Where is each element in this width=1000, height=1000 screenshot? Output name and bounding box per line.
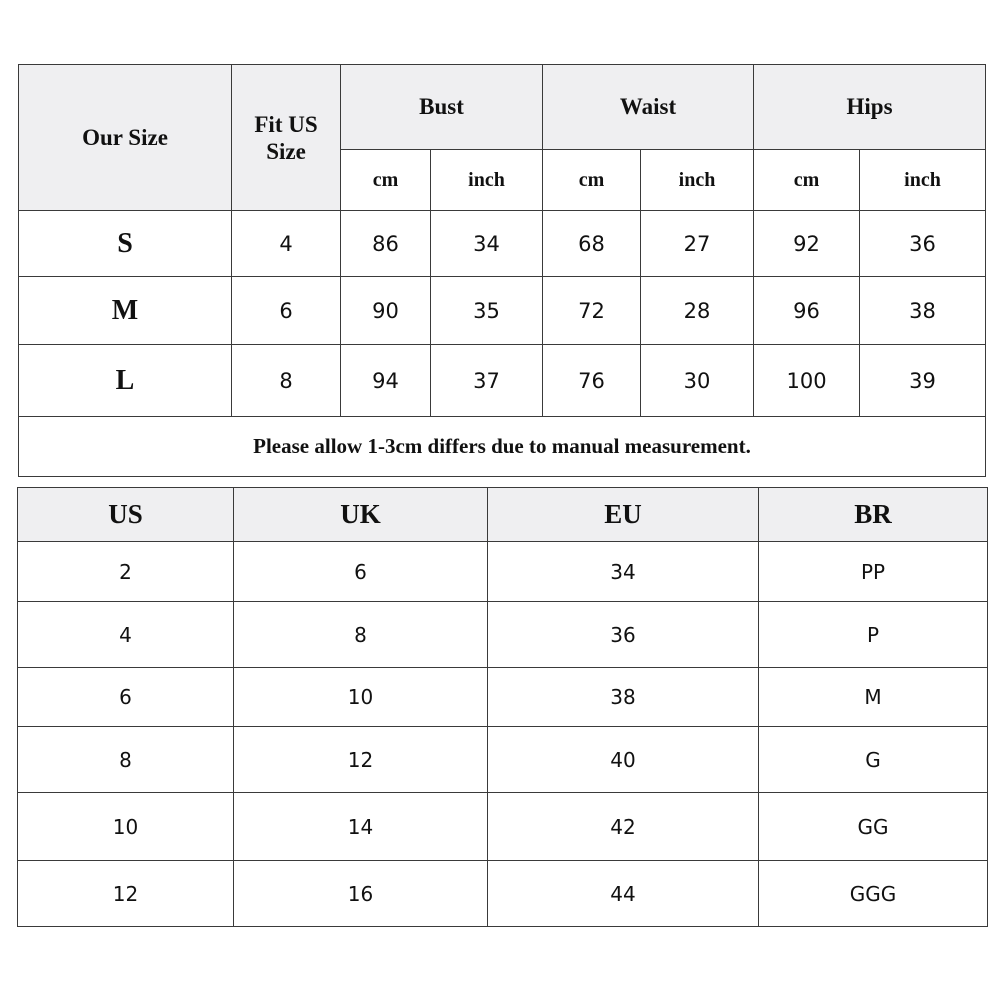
bust-cm-value: 94 <box>341 345 431 417</box>
bust-inch-value: 37 <box>431 345 543 417</box>
br-value: GG <box>759 793 988 861</box>
hips-cm-value: 96 <box>754 277 860 345</box>
bust-inch-value: 34 <box>431 211 543 277</box>
fit-us-value: 8 <box>232 345 341 417</box>
eu-value: 38 <box>488 668 759 727</box>
hips-inch-value: 39 <box>860 345 986 417</box>
size-row-s <box>19 211 986 277</box>
header-hips-inch: inch <box>860 150 986 211</box>
uk-value: 16 <box>234 861 488 927</box>
waist-inch-value: 28 <box>641 277 754 345</box>
conversion-row <box>18 861 988 927</box>
fit-us-value: 4 <box>232 211 341 277</box>
br-value: G <box>759 727 988 793</box>
measurement-note: Please allow 1-3cm differs due to manual measurement. <box>19 417 986 477</box>
us-value: 2 <box>18 542 234 602</box>
size-label: S <box>19 211 232 277</box>
header-waist-cm: cm <box>543 150 641 211</box>
us-value: 10 <box>18 793 234 861</box>
header-bust-cm: cm <box>341 150 431 211</box>
header-waist-inch: inch <box>641 150 754 211</box>
size-row-l <box>19 345 986 417</box>
waist-cm-value: 76 <box>543 345 641 417</box>
header-hips: Hips <box>754 65 986 150</box>
us-value: 4 <box>18 602 234 668</box>
size-chart-table <box>18 64 986 477</box>
header-our-size: Our Size <box>19 65 232 211</box>
uk-value: 10 <box>234 668 488 727</box>
hips-cm-value: 92 <box>754 211 860 277</box>
eu-value: 36 <box>488 602 759 668</box>
uk-value: 12 <box>234 727 488 793</box>
eu-value: 40 <box>488 727 759 793</box>
size-chart-note-row <box>19 417 986 477</box>
waist-inch-value: 27 <box>641 211 754 277</box>
size-conversion-table <box>17 487 988 927</box>
size-label: L <box>19 345 232 417</box>
br-value: PP <box>759 542 988 602</box>
size-chart-header-row <box>19 65 986 150</box>
us-value: 8 <box>18 727 234 793</box>
header-hips-cm: cm <box>754 150 860 211</box>
size-row-m <box>19 277 986 345</box>
conversion-header-row <box>18 488 988 542</box>
eu-value: 42 <box>488 793 759 861</box>
size-label: M <box>19 277 232 345</box>
conversion-row <box>18 793 988 861</box>
conversion-row <box>18 542 988 602</box>
hips-cm-value: 100 <box>754 345 860 417</box>
us-value: 6 <box>18 668 234 727</box>
bust-cm-value: 86 <box>341 211 431 277</box>
br-value: P <box>759 602 988 668</box>
eu-value: 44 <box>488 861 759 927</box>
header-br: BR <box>759 488 988 542</box>
br-value: M <box>759 668 988 727</box>
header-uk: UK <box>234 488 488 542</box>
us-value: 12 <box>18 861 234 927</box>
conversion-row <box>18 668 988 727</box>
br-value: GGG <box>759 861 988 927</box>
header-eu: EU <box>488 488 759 542</box>
uk-value: 14 <box>234 793 488 861</box>
header-waist: Waist <box>543 65 754 150</box>
header-us: US <box>18 488 234 542</box>
hips-inch-value: 36 <box>860 211 986 277</box>
uk-value: 6 <box>234 542 488 602</box>
header-fit-us-size-label: Fit US Size <box>254 111 318 164</box>
waist-cm-value: 72 <box>543 277 641 345</box>
conversion-row <box>18 727 988 793</box>
fit-us-value: 6 <box>232 277 341 345</box>
bust-cm-value: 90 <box>341 277 431 345</box>
waist-cm-value: 68 <box>543 211 641 277</box>
header-fit-us-size <box>232 65 341 211</box>
header-bust: Bust <box>341 65 543 150</box>
eu-value: 34 <box>488 542 759 602</box>
uk-value: 8 <box>234 602 488 668</box>
header-bust-inch: inch <box>431 150 543 211</box>
conversion-row <box>18 602 988 668</box>
hips-inch-value: 38 <box>860 277 986 345</box>
bust-inch-value: 35 <box>431 277 543 345</box>
waist-inch-value: 30 <box>641 345 754 417</box>
